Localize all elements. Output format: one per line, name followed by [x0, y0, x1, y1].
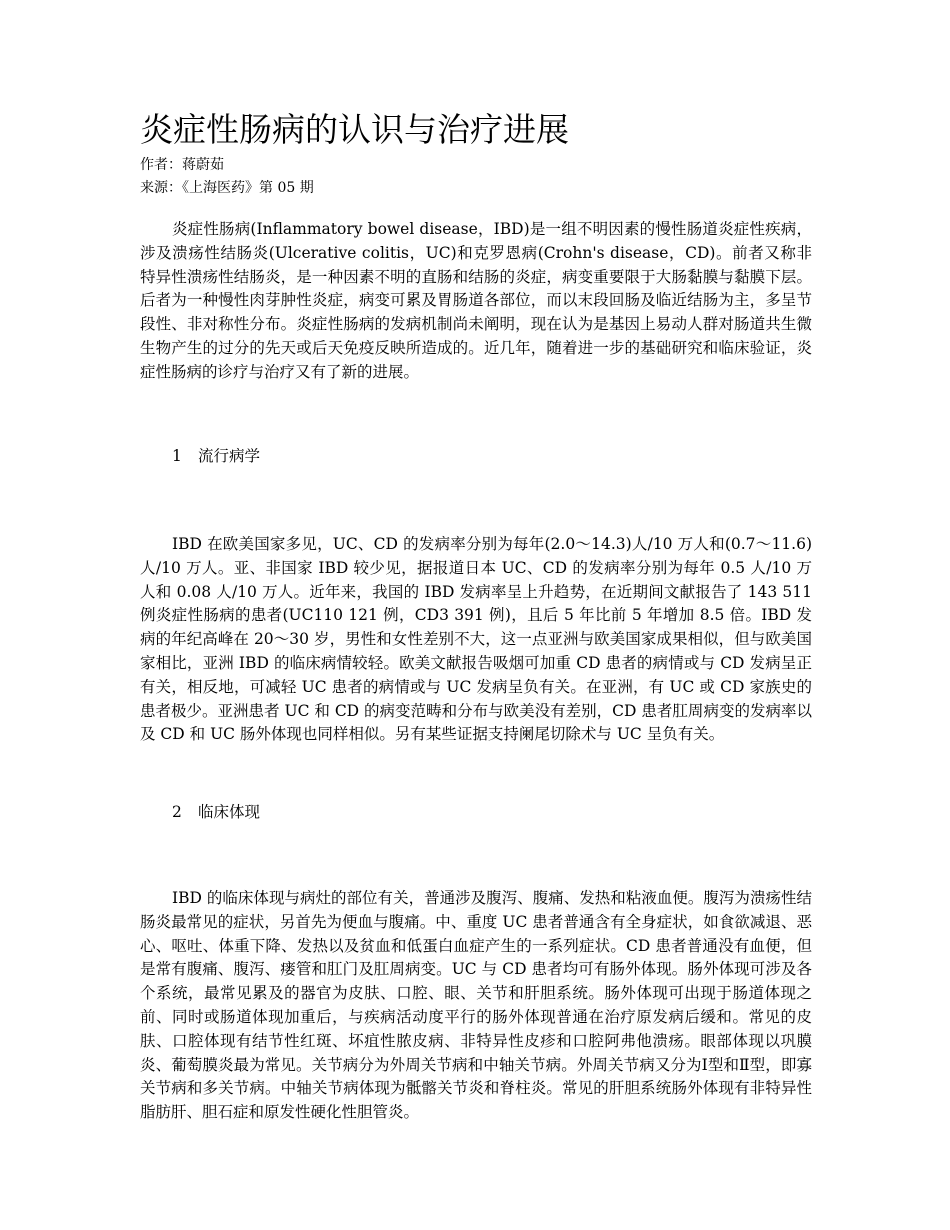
author-line: 作者：蒋蔚茹 — [140, 157, 224, 173]
source-line: 来源：《上海医药》第 05 期 — [140, 180, 314, 196]
section-number: 1 — [172, 447, 182, 465]
epidemiology-paragraph: IBD 在欧美国家多见，UC、CD 的发病率分别为每年(2.0～14.3)人/10 万人和(0.7～11.6)人/10 万人。亚、非国家 IBD 较少见，据报道日本 UC、CD 的发病率分别为每年 0.5 人/10 万人和 0.08 人/10 万人。近年来，我国的 IBD 发病率呈上升趋势，在近期间文献报告了 143 511 例炎症性肠病的患者(UC110 121 例，CD3 391 例)，且后 5 年比前 5 年增加 8.5 倍。IBD 发病的年纪高峰在 20～30 岁，男性和女性差别不大，这一点亚洲与欧美国家成果相似，但与欧美国家相比，亚洲 IBD 的临床病情较轻。欧美文献报告吸烟可加重 CD 患者的病情或与 CD 发病呈正有关，相反地，可减轻 UC 患者的病情或与 UC 发病呈负有关。在亚洲，有 UC 或 CD 家族史的患者极少。亚洲患者 UC 和 CD 的病变范畴和分布与欧美没有差别，CD 患者肛周病变的发病率以及 CD 和 UC 肠外体现也同样相似。另有某些证据支持阑尾切除术与 UC 呈负有关。 — [140, 535, 812, 744]
section-heading-epidemiology — [172, 444, 260, 468]
document-title: 炎症性肠病的认识与治疗进展 — [140, 110, 569, 149]
section-number: 2 — [172, 803, 182, 821]
clinical-paragraph: IBD 的临床体现与病灶的部位有关，普通涉及腹泻、腹痛、发热和粘液血便。腹泻为溃疡性结肠炎最常见的症状，另首先为便血与腹痛。中、重度 UC 患者普通含有全身症状，如食欲减退、恶心、呕吐、体重下降、发热以及贫血和低蛋白血症产生的一系列症状。CD 患者普通没有血便，但是常有腹痛、腹泻、瘘管和肛门及肛周病变。UC 与 CD 患者均可有肠外体现。肠外体现可涉及各个系统，最常见累及的器官为皮肤、口腔、眼、关节和肝胆系统。肠外体现可出现于肠道体现之前、同时或肠道体现加重后，与疾病活动度平行的肠外体现普通在治疗原发病后缓和。常见的皮肤、口腔体现有结节性红斑、坏疽性脓皮病、非特异性皮疹和口腔阿弗他溃疡。眼部体现以巩膜炎、葡萄膜炎最为常见。关节病分为外周关节病和中轴关节病。外周关节病又分为Ⅰ型和Ⅱ型，即寡关节病和多关节病。中轴关节病体现为骶髂关节炎和脊柱炎。常见的肝胆系统肠外体现有非特异性脂肪肝、胆石症和原发性硬化性胆管炎。 — [140, 889, 812, 1122]
intro-paragraph: 炎症性肠病(Inflammatory bowel disease，IBD)是一组不明因素的慢性肠道炎症性疾病，涉及溃疡性结肠炎(Ulcerative colitis，UC)和克罗恩病(Crohn's disease，CD)。前者又称非特异性溃疡性结肠炎，是一种因素不明的直肠和结肠的炎症，病变重要限于大肠黏膜与黏膜下层。后者为一种慢性肉芽肿性炎症，病变可累及胃肠道各部位，而以末段回肠及临近结肠为主，多呈节段性、非对称性分布。炎症性肠病的发病机制尚未阐明，现在认为是基因上易动人群对肠道共生微生物产生的过分的先天或后天免疫反映所造成的。近几年，随着进一步的基础研究和临床验证，炎症性肠病的诊疗与治疗又有了新的进展。 — [140, 220, 812, 381]
section-title: 流行病学 — [198, 447, 261, 465]
section-heading-clinical — [172, 800, 260, 824]
section-title: 临床体现 — [198, 803, 261, 821]
